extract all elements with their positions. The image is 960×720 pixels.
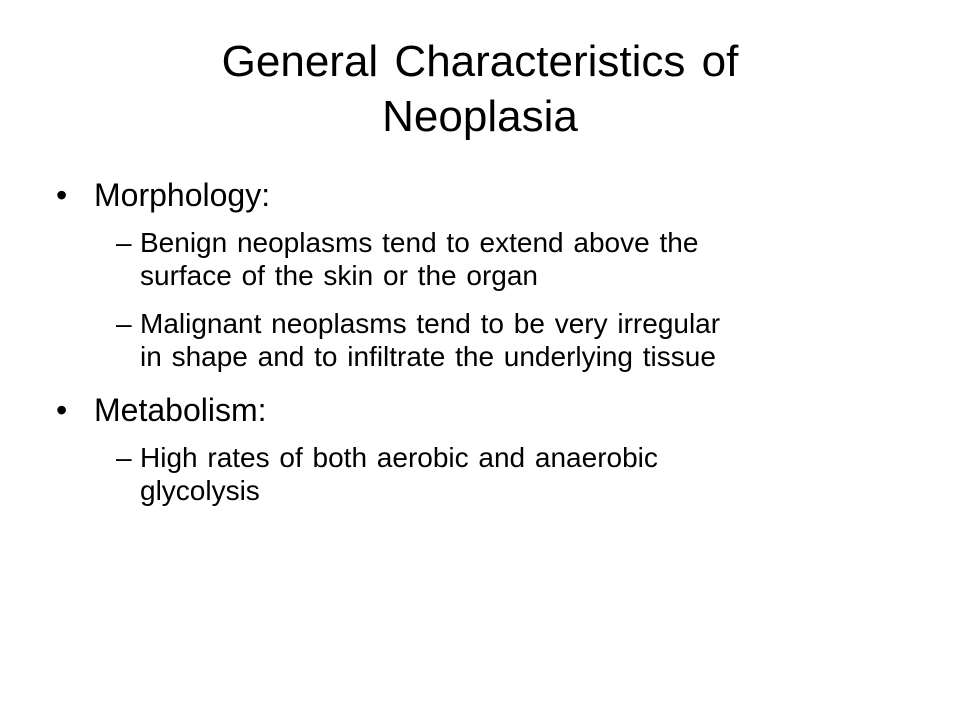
- bullet-metabolism: [56, 390, 876, 430]
- sub-bullet-malignant: [56, 307, 876, 373]
- sub-bullet-line: surface of the skin or the organ: [140, 260, 538, 291]
- sub-bullet-benign: [56, 226, 876, 292]
- slide-title: [80, 34, 880, 144]
- sub-bullet-line: Malignant neoplasms tend to be very irregular: [140, 308, 721, 339]
- slide-title-line: General Characteristics of: [221, 37, 739, 86]
- sub-bullet-line: in shape and to infiltrate the underlying tissue: [140, 341, 716, 372]
- sub-bullet-line: High rates of both aerobic and anaerobic: [140, 442, 658, 473]
- bullet-heading: Metabolism:: [94, 392, 267, 428]
- dash-icon: –: [116, 308, 132, 339]
- dash-icon: –: [116, 227, 132, 258]
- bullet-morphology: [56, 175, 876, 215]
- slide-body: [56, 175, 876, 522]
- slide-title-line: Neoplasia: [382, 92, 578, 141]
- sub-bullet-line: glycolysis: [140, 475, 260, 506]
- bullet-heading: Morphology:: [94, 177, 271, 213]
- bullet-icon: •: [56, 177, 68, 213]
- bullet-icon: •: [56, 392, 68, 428]
- dash-icon: –: [116, 442, 132, 473]
- sub-bullet-line: Benign neoplasms tend to extend above the: [140, 227, 699, 258]
- sub-bullet-glycolysis: [56, 441, 876, 507]
